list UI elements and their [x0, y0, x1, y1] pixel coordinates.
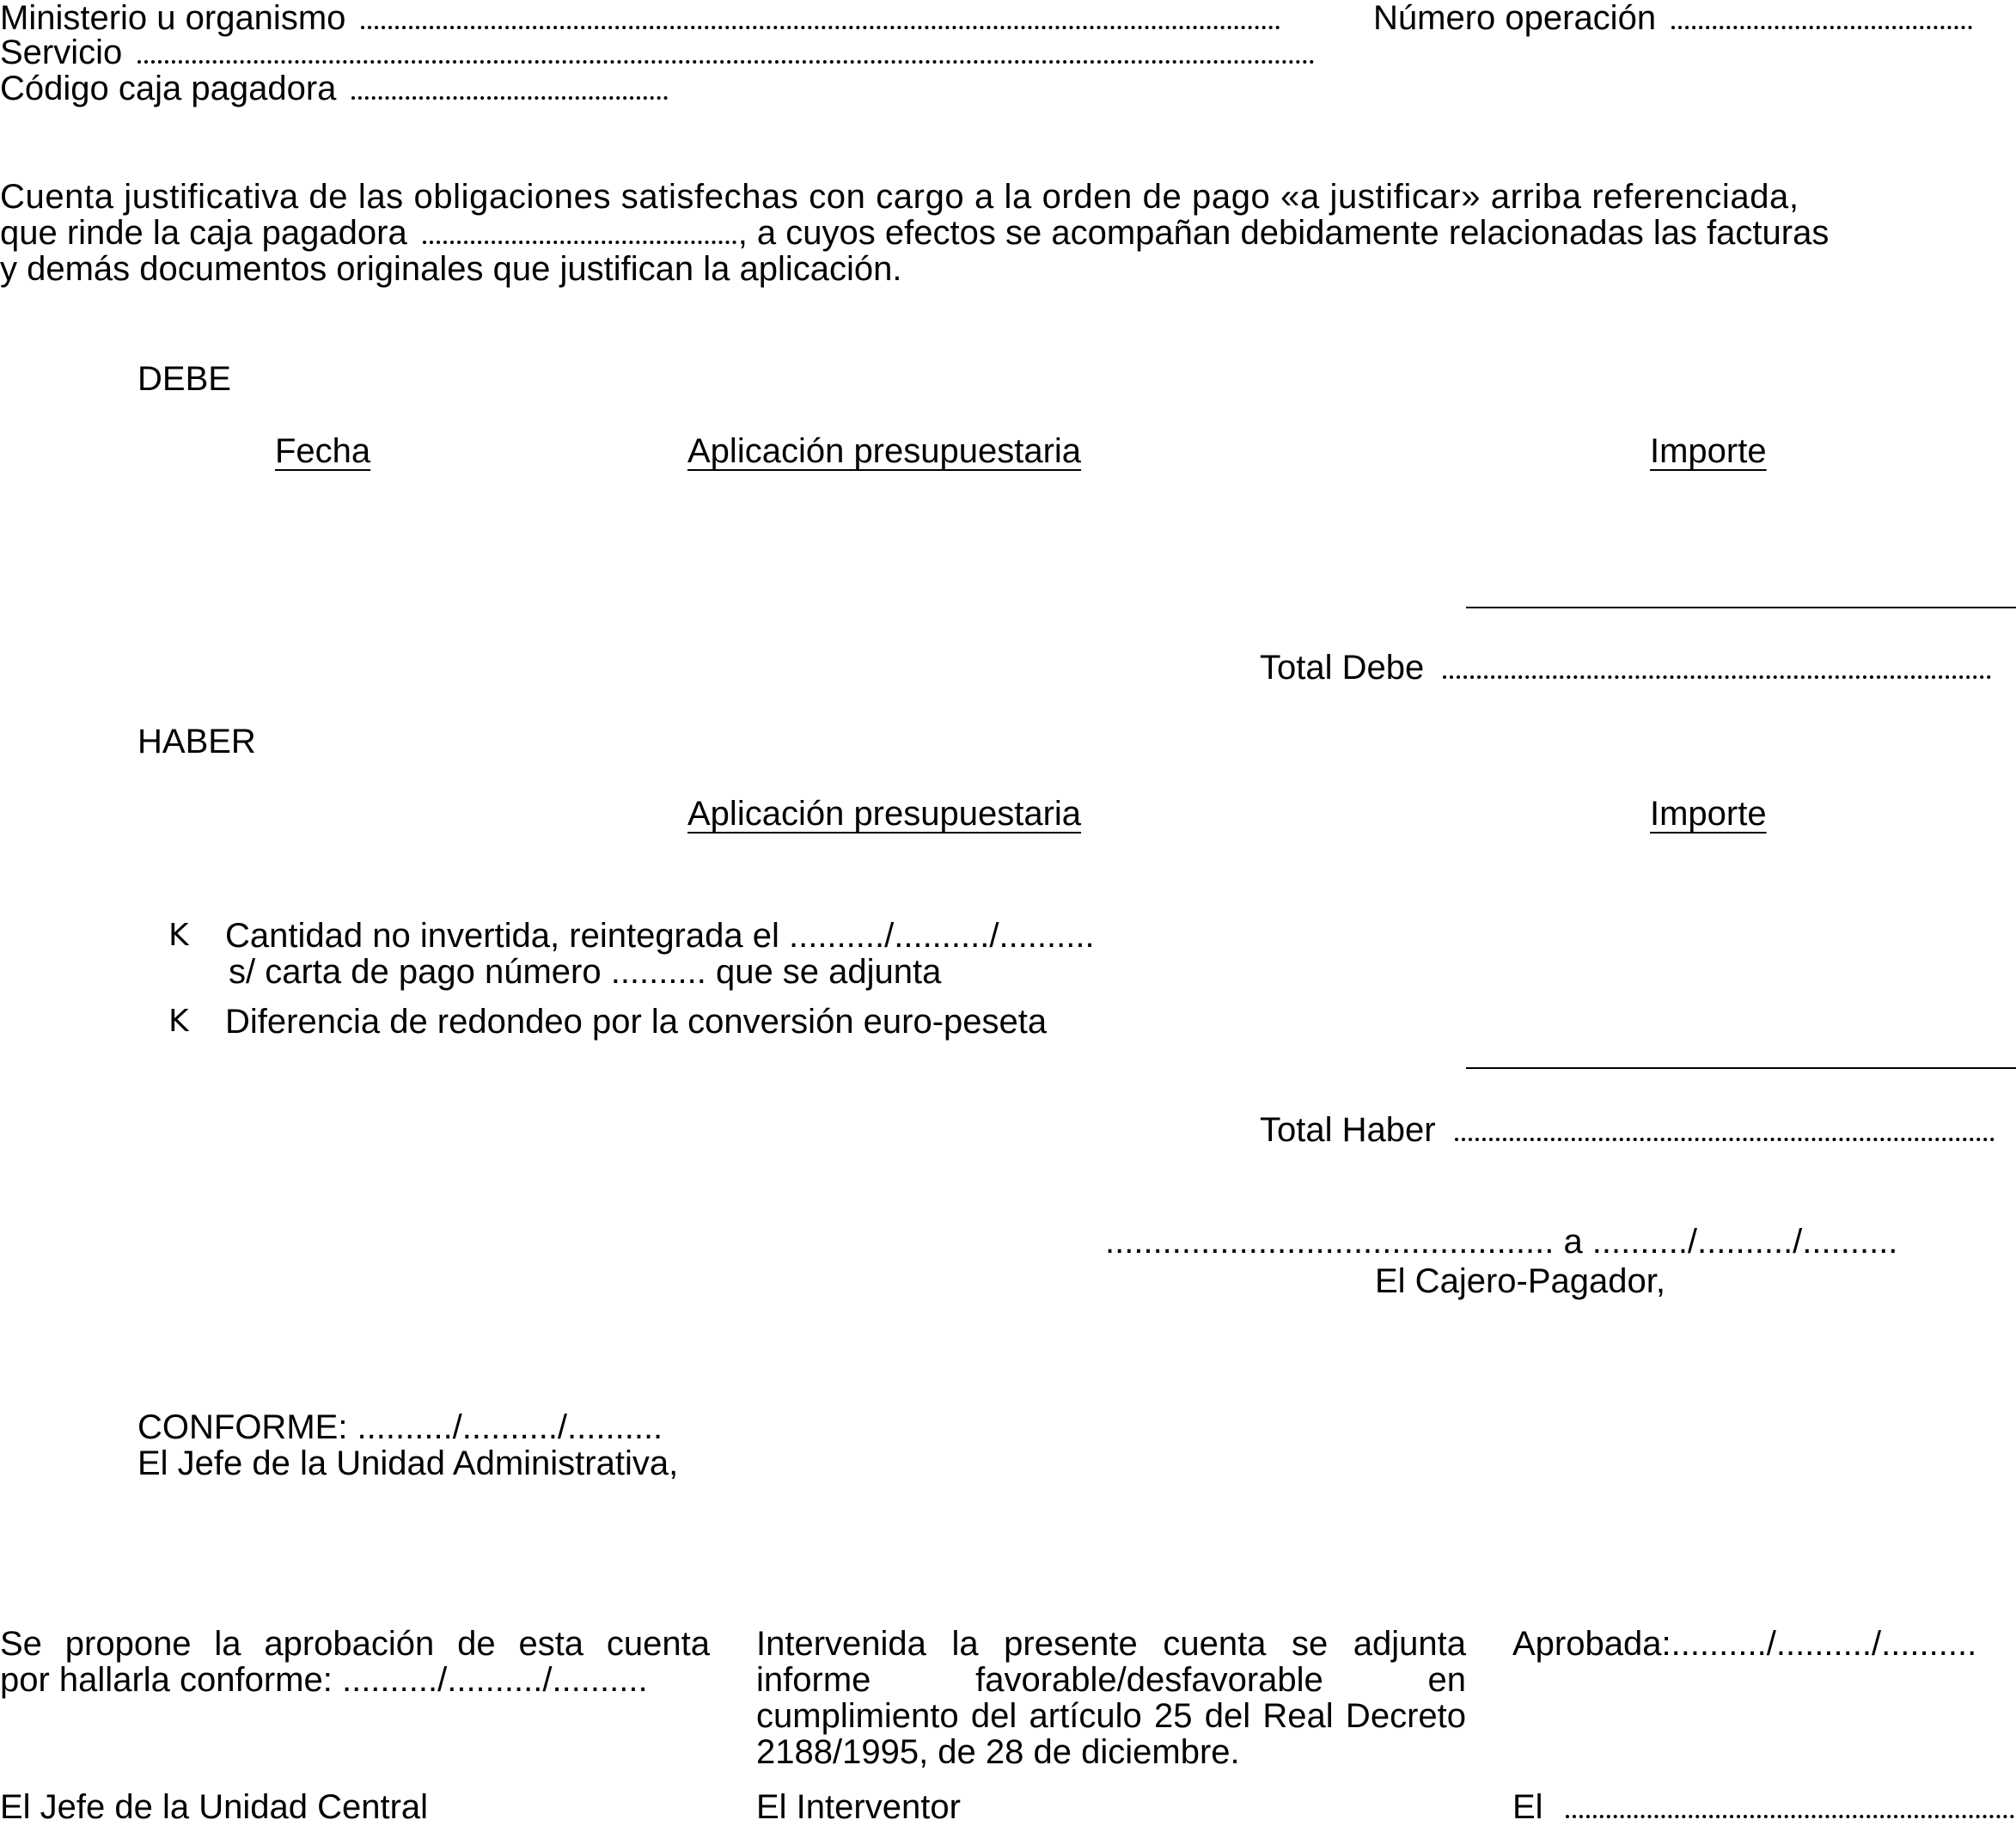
- item-diferencia-redondeo: Diferencia de redondeo por la conversión euro-peseta: [225, 1003, 1048, 1041]
- numero-operacion-field[interactable]: [1373, 0, 1972, 36]
- total-debe-row[interactable]: [1260, 650, 1991, 686]
- footer-col2-text: Intervenida la presente cuenta se adjunta informe favorable/desfavorable en cumplimiento del artículo 25 del Real Decreto 2188/1995, de 28 de diciembre.: [756, 1625, 1466, 1771]
- ministerio-blank[interactable]: [361, 26, 1280, 29]
- footer-col1-line2[interactable]: por hallarla conforme: ........../........../..........: [0, 1661, 648, 1699]
- debe-title: DEBE: [137, 360, 231, 398]
- checkbox-diferencia-redondeo[interactable]: K: [168, 1004, 189, 1039]
- jefe-unidad-administrativa: El Jefe de la Unidad Administrativa,: [137, 1444, 679, 1482]
- conforme-line[interactable]: CONFORME: ........../........../..........: [137, 1408, 663, 1446]
- total-haber-blank[interactable]: [1455, 1138, 1995, 1141]
- total-debe-label: Total Debe: [1260, 649, 1425, 687]
- debe-sum-rule: [1466, 607, 2016, 608]
- codigo-caja-label: Código caja pagadora: [0, 70, 337, 107]
- intro-line-1: Cuenta justificativa de las obligaciones satisfechas con cargo a la orden de pago «a justificar» arriba referenciada,: [0, 178, 1799, 216]
- ministerio-label: Ministerio u organismo: [0, 0, 346, 37]
- haber-sum-rule: [1466, 1067, 2016, 1069]
- intro-caja-blank[interactable]: [423, 241, 736, 244]
- cajero-pagador-label: El Cajero-Pagador,: [1375, 1262, 1665, 1300]
- haber-col-importe: Importe: [1650, 795, 1767, 833]
- footer-col1-line1: Se propone la aprobación de esta cuenta: [0, 1625, 710, 1663]
- el-label: El: [1512, 1788, 1543, 1826]
- servicio-blank[interactable]: [137, 60, 1315, 64]
- servicio-label: Servicio: [0, 34, 123, 71]
- place-date-line[interactable]: ............................................... a ........../........../..........: [1105, 1223, 1898, 1261]
- total-debe-blank[interactable]: [1443, 675, 1991, 679]
- ministerio-field[interactable]: [0, 0, 1280, 36]
- debe-col-fecha: Fecha: [275, 432, 371, 470]
- interventor-label: El Interventor: [756, 1788, 961, 1826]
- intro-line-2-end: , a cuyos efectos se acompañan debidamente relacionadas las facturas: [737, 214, 1830, 252]
- intro-line-3: y demás documentos originales que justifican la aplicación.: [0, 250, 902, 288]
- intro-line-2-start: que rinde la caja pagadora: [0, 214, 407, 252]
- total-haber-row[interactable]: [1260, 1112, 1995, 1148]
- haber-col-aplicacion: Aplicación presupuestaria: [687, 795, 1082, 833]
- codigo-caja-blank[interactable]: [351, 96, 668, 100]
- numero-operacion-blank[interactable]: [1671, 26, 1972, 29]
- codigo-caja-field[interactable]: [0, 70, 668, 107]
- aprobada-line[interactable]: Aprobada:........../........../..........: [1512, 1625, 1977, 1663]
- haber-title: HABER: [137, 723, 256, 760]
- item-cantidad-line-1: Cantidad no invertida, reintegrada el ........../........../..........: [225, 917, 1095, 955]
- debe-col-importe: Importe: [1650, 432, 1767, 470]
- checkbox-cantidad-no-invertida[interactable]: K: [168, 918, 189, 953]
- numero-operacion-label: Número operación: [1373, 0, 1657, 37]
- el-signature-row[interactable]: [1512, 1789, 2016, 1825]
- servicio-field[interactable]: [0, 34, 1315, 70]
- el-signature-blank[interactable]: [1566, 1815, 2016, 1818]
- total-haber-label: Total Haber: [1260, 1111, 1436, 1149]
- jefe-unidad-central: El Jefe de la Unidad Central: [0, 1788, 429, 1826]
- item-cantidad-line-2: s/ carta de pago número .......... que se adjunta: [229, 953, 942, 991]
- intro-line-2: [0, 215, 1829, 251]
- debe-col-aplicacion: Aplicación presupuestaria: [687, 432, 1082, 470]
